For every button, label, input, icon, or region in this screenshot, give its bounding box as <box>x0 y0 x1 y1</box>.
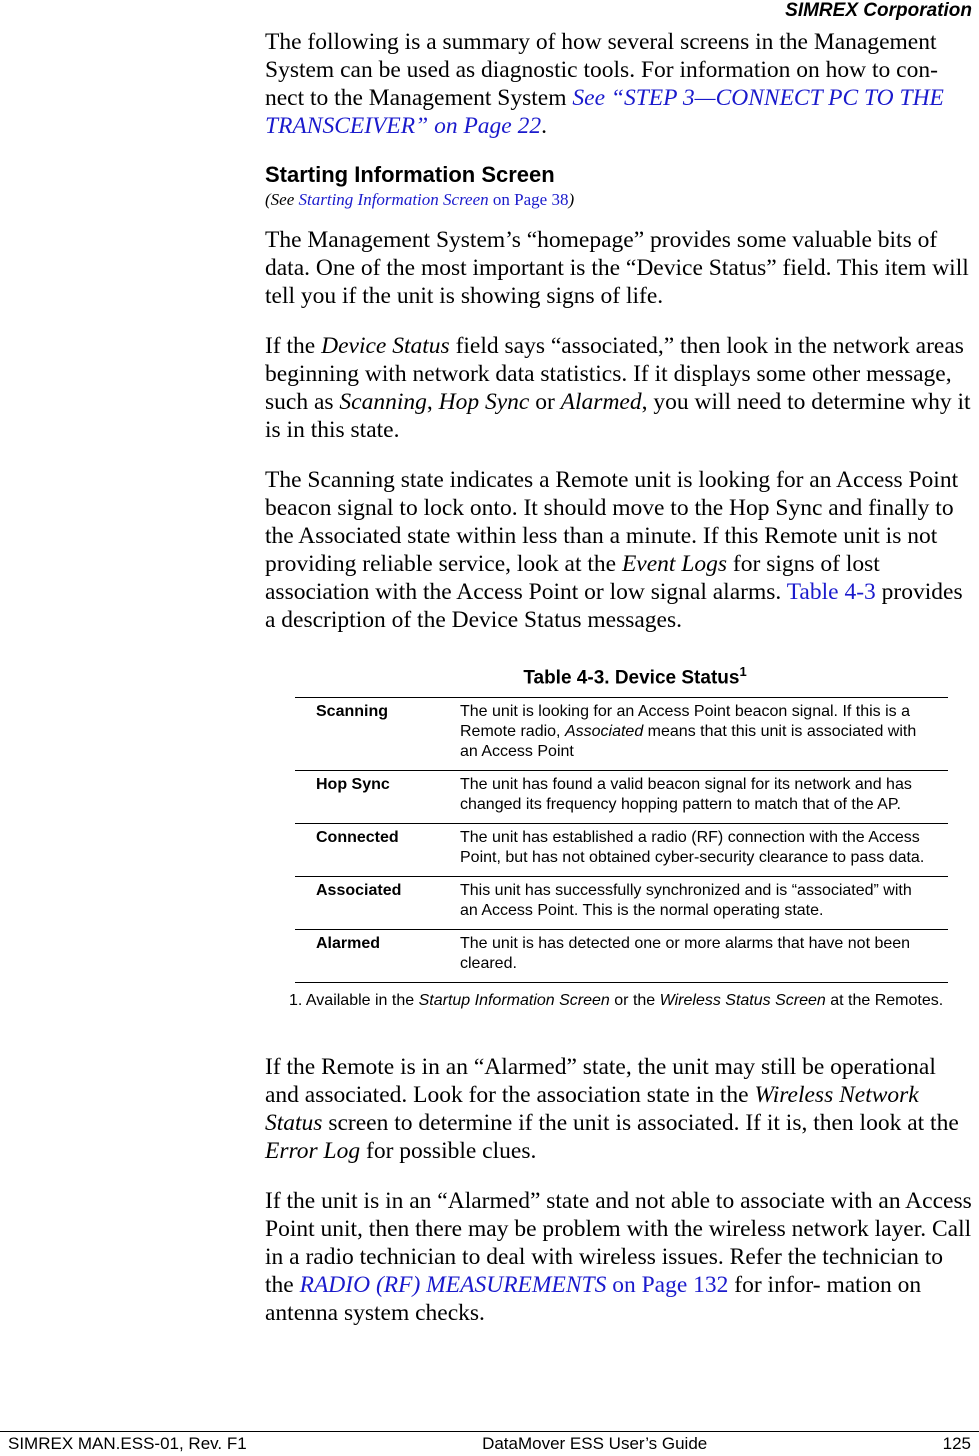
status-description-text-end: means that this unit is associated with an Access Point <box>460 723 917 761</box>
device-status-table <box>295 697 948 983</box>
status-description-text: The unit is has detected one or more alarms that have not been cleared. <box>460 935 911 973</box>
step3-link-text[interactable]: See “STEP 3—CONNECT PC TO THE TRANSCEIVER” on Page 22 <box>265 85 944 139</box>
page-number: 125 <box>942 1434 971 1453</box>
starting-info-link[interactable] <box>299 190 569 209</box>
p2-c: , you will need to determine why it is in this state. <box>265 389 971 443</box>
p3-a: The Scanning state indicates a Remote unit is looking for an Access Point beacon signal to lock onto. It should move to the Hop Sync and finally to the Associated state within less than a minute. If this Remote unit is not providing reliable service, look at the <box>265 467 959 577</box>
wireless-layer-paragraph <box>265 1187 975 1327</box>
status-description <box>460 824 948 877</box>
table-row <box>295 824 948 877</box>
device-status-term: Device Status <box>321 333 450 359</box>
status-description-italic: Associated <box>564 723 644 741</box>
footnote-wireless: Wireless Status Screen <box>659 992 826 1010</box>
table-footnote <box>289 991 949 1011</box>
status-description-text: This unit has successfully synchronized and is “associated” with an Access Point. This is the normal operating state. <box>460 882 912 920</box>
device-status-paragraph <box>265 332 975 444</box>
status-description <box>460 698 948 771</box>
status-description-text: The unit has found a valid beacon signal for its network and has changed its frequency hopping pattern to match that of the AP. <box>460 776 912 814</box>
starting-info-link-page: on Page 38 <box>492 190 569 209</box>
p5-b: for infor- mation on antenna system checks. <box>265 1272 922 1327</box>
rf-link-title: RADIO (RF) MEASUREMENTS <box>299 1272 607 1299</box>
see-close: ) <box>568 190 575 209</box>
table-row <box>295 877 948 930</box>
scanning-paragraph <box>265 466 975 634</box>
table-row <box>295 698 948 771</box>
running-header: SIMREX Corporation <box>785 0 972 21</box>
p2-b: field says “associated,” then look in the network areas beginning with network data statistics. If it displays some other message, such as <box>265 333 964 415</box>
footer-manual-id: SIMREX MAN.ESS-01, Rev. F1 <box>8 1434 247 1453</box>
status-term: Hop Sync <box>316 776 390 794</box>
status-description <box>460 930 948 983</box>
table-title-footnote-mark: 1 <box>739 664 747 679</box>
p3-b: for signs of lost association with the Access Point or low signal alarms. <box>265 551 880 605</box>
section-see-reference <box>265 190 975 210</box>
footer-guide-title: DataMover ESS User’s Guide <box>482 1434 708 1453</box>
footnote-or: or the <box>614 992 656 1010</box>
table-title <box>295 664 975 689</box>
status-description <box>460 877 948 930</box>
rf-link-page: on Page 132 <box>612 1272 729 1299</box>
alarmed-term: Alarmed <box>560 389 642 415</box>
see-open: (See <box>265 190 295 209</box>
status-description-text: The unit is looking for an Access Point beacon signal. If this is a Remote radio, <box>460 703 911 741</box>
footer-rule <box>0 1431 979 1432</box>
intro-end: . <box>541 113 547 139</box>
p5-a: If the unit is in an “Alarmed” state and not able to associate with an Access Point unit, then there may be problem with the wireless network layer. Call in a radio technician to deal with wireless issues. Refer the technician to the <box>265 1188 972 1299</box>
footnote-startup: Startup Information Screen <box>418 992 610 1010</box>
p4-b: screen to determine if the unit is associated. If it is, then look at the <box>328 1110 959 1137</box>
status-description-text: The unit has established a radio (RF) connection with the Access Point, but has not obtained cyber-security clearance to pass data. <box>460 829 925 867</box>
status-term: Connected <box>316 829 399 847</box>
p2-a: If the <box>265 333 316 359</box>
p4-c: for possible clues. <box>366 1138 537 1165</box>
p2-or: or <box>535 389 555 415</box>
table-title-text: Table 4-3. Device Status <box>523 667 740 689</box>
status-term: Scanning <box>316 703 389 721</box>
status-term: Alarmed <box>316 935 381 953</box>
status-description <box>460 771 948 824</box>
table-row <box>295 771 948 824</box>
p2-comma: , <box>426 389 433 415</box>
starting-info-link-title: Starting Information Screen <box>298 190 489 209</box>
footnote-a: 1. Available in the <box>289 992 415 1010</box>
rf-measurements-link[interactable] <box>300 1272 729 1298</box>
intro-text: The following is a summary of how several screens in the Management System can be used as diagnostic tools. For information on how to con- nect to the Management System <box>265 29 938 111</box>
section-heading: Starting Information Screen <box>265 162 555 187</box>
hop-sync-term: Hop Sync <box>438 389 530 415</box>
scanning-term: Scanning <box>339 389 427 415</box>
table-row <box>295 930 948 983</box>
alarmed-paragraph <box>265 1053 975 1165</box>
table-4-3-link[interactable]: Table 4-3 <box>786 579 876 605</box>
event-logs-term: Event Logs <box>621 551 728 577</box>
page-content <box>265 28 975 1349</box>
wireless-network-status-term: Wireless Network Status <box>265 1082 919 1137</box>
error-log-term: Error Log <box>265 1138 361 1165</box>
homepage-paragraph: The Management System’s “homepage” provides some valuable bits of data. One of the most important is the “Device Status” field. This item will tell you if the unit is showing signs of life. <box>265 227 969 309</box>
page-footer <box>8 1434 971 1454</box>
footnote-b: at the Remotes. <box>830 992 944 1010</box>
p4-a: If the Remote is in an “Alarmed” state, the unit may still be operational and associated. Look for the association state in the <box>265 1054 936 1109</box>
intro-paragraph <box>265 28 975 140</box>
p3-c: provides a description of the Device Status messages. <box>265 579 963 633</box>
status-term: Associated <box>316 882 402 900</box>
